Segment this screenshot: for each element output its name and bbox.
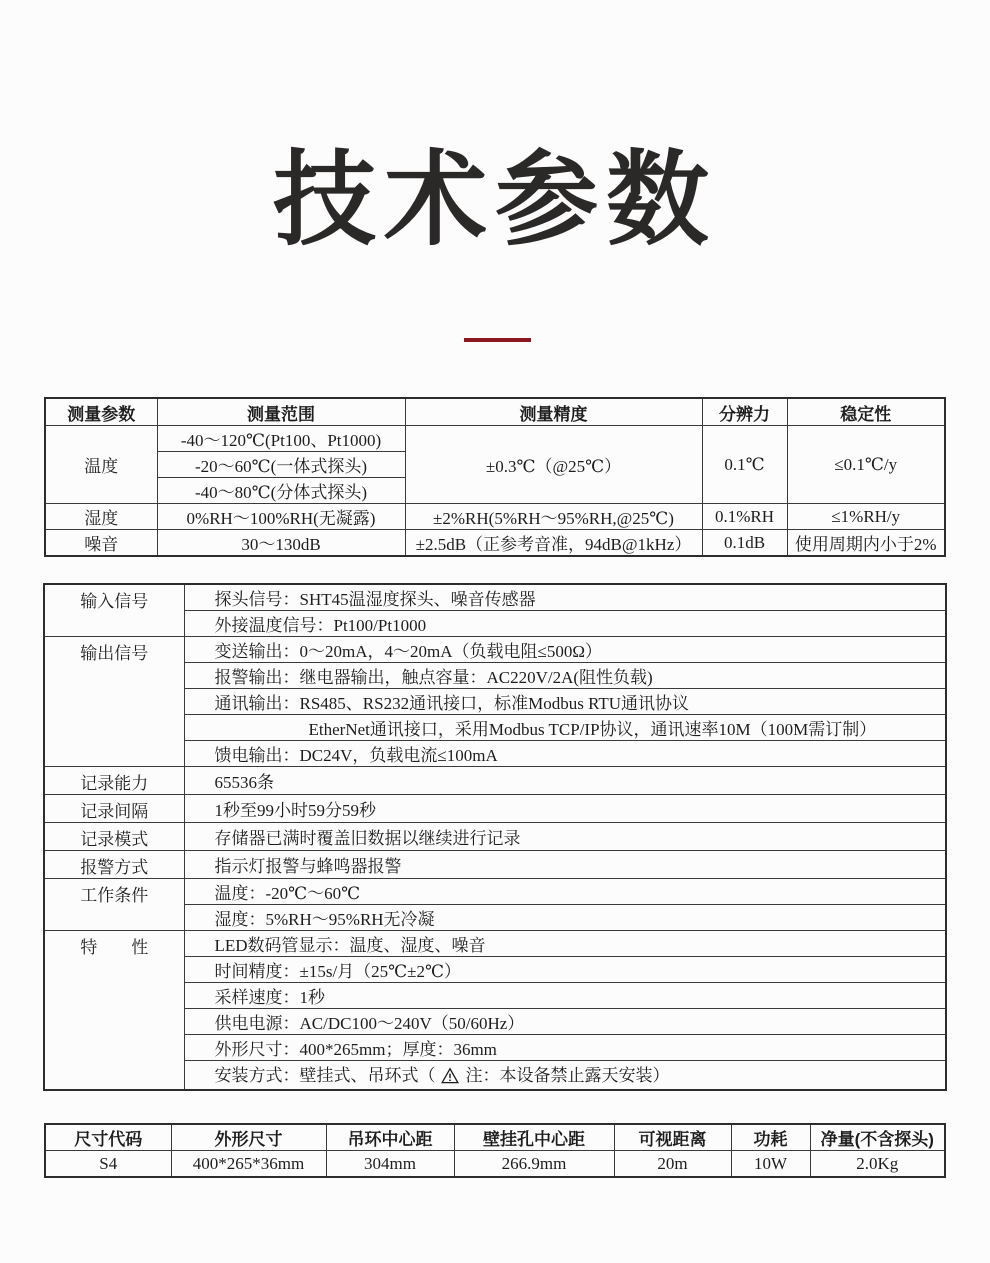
cell-net-weight: 2.0Kg [810, 1151, 945, 1178]
cell-temperature-param: 温度 [45, 426, 157, 504]
cell-temperature-accuracy: ±0.3℃（@25℃） [405, 426, 702, 504]
col-header-range: 测量范围 [157, 398, 405, 426]
table-row [44, 767, 946, 795]
col-header-visible-distance: 可视距离 [614, 1124, 731, 1151]
table-row [45, 1151, 945, 1178]
col-header-outline-size: 外形尺寸 [171, 1124, 326, 1151]
warning-icon [441, 1067, 459, 1089]
col-header-size-code: 尺寸代码 [45, 1124, 171, 1151]
cell-work-humidity: 湿度：5%RH～95%RH无冷凝 [184, 905, 946, 931]
table-row [44, 823, 946, 851]
cell-humidity-resolution: 0.1%RH [702, 504, 787, 530]
cell-noise-resolution: 0.1dB [702, 530, 787, 557]
label-input-signal: 输入信号 [44, 584, 184, 637]
cell-visible-distance: 20m [614, 1151, 731, 1178]
table-row [44, 931, 946, 957]
cell-feature-power: 供电电源：AC/DC100～240V（50/60Hz） [184, 1009, 946, 1035]
cell-alarm-output: 报警输出：继电器输出，触点容量：AC220V/2A(阻性负载) [184, 663, 946, 689]
signal-feature-table [43, 583, 947, 1091]
table-row [44, 851, 946, 879]
cell-alarm-mode: 指示灯报警与蜂鸣器报警 [184, 851, 946, 879]
table-row [44, 637, 946, 663]
col-header-wall-hole-distance: 壁挂孔中心距 [454, 1124, 614, 1151]
cell-noise-accuracy: ±2.5dB（正参考音准，94dB@1kHz） [405, 530, 702, 557]
col-header-power: 功耗 [731, 1124, 810, 1151]
title-underline [464, 338, 531, 342]
label-alarm-mode: 报警方式 [44, 851, 184, 879]
label-record-mode: 记录模式 [44, 823, 184, 851]
table-header-row [45, 1124, 945, 1151]
cell-outline-size: 400*265*36mm [171, 1151, 326, 1178]
cell-wall-hole-distance: 266.9mm [454, 1151, 614, 1178]
cell-external-temp-signal: 外接温度信号：Pt100/Pt1000 [184, 611, 946, 637]
cell-humidity-stability: ≤1%RH/y [787, 504, 945, 530]
label-output-signal: 输出信号 [44, 637, 184, 767]
cell-power: 10W [731, 1151, 810, 1178]
table-header-row [45, 398, 945, 426]
cell-temperature-range-2: -20～60℃(一体式探头) [157, 452, 405, 478]
label-feature: 特 性 [44, 931, 184, 1091]
cell-work-temp: 温度：-20℃～60℃ [184, 879, 946, 905]
cell-size-code: S4 [45, 1151, 171, 1178]
label-work-condition: 工作条件 [44, 879, 184, 931]
col-header-ring-distance: 吊环中心距 [326, 1124, 454, 1151]
cell-humidity-param: 湿度 [45, 504, 157, 530]
cell-noise-param: 噪音 [45, 530, 157, 557]
cell-feature-size: 外形尺寸：400*265mm；厚度：36mm [184, 1035, 946, 1061]
cell-transmit-output: 变送输出：0～20mA，4～20mA（负载电阻≤500Ω） [184, 637, 946, 663]
table-row [45, 426, 945, 452]
col-header-stability: 稳定性 [787, 398, 945, 426]
cell-temperature-resolution: 0.1℃ [702, 426, 787, 504]
cell-feed-output: 馈电输出：DC24V，负载电流≤100mA [184, 741, 946, 767]
cell-noise-stability: 使用周期内小于2% [787, 530, 945, 557]
mounting-text-prefix: 安装方式：壁挂式、吊环式（ [214, 1066, 436, 1085]
table-row [44, 584, 946, 611]
table-row [44, 795, 946, 823]
label-record-interval: 记录间隔 [44, 795, 184, 823]
label-record-capacity: 记录能力 [44, 767, 184, 795]
col-header-param: 测量参数 [45, 398, 157, 426]
dimension-table [44, 1123, 946, 1178]
col-header-net-weight: 净量(不含探头) [810, 1124, 945, 1151]
cell-temperature-range-3: -40～80℃(分体式探头) [157, 478, 405, 504]
table-row [44, 879, 946, 905]
cell-probe-signal: 探头信号：SHT45温湿度探头、噪音传感器 [184, 584, 946, 611]
cell-temperature-range-1: -40～120℃(Pt100、Pt1000) [157, 426, 405, 452]
cell-feature-sample: 采样速度：1秒 [184, 983, 946, 1009]
table-row [45, 504, 945, 530]
cell-humidity-accuracy: ±2%RH(5%RH～95%RH,@25℃) [405, 504, 702, 530]
cell-noise-range: 30～130dB [157, 530, 405, 557]
measurement-spec-table [44, 397, 946, 557]
table-row [45, 530, 945, 557]
cell-feature-mounting [184, 1061, 946, 1091]
cell-comm-output: 通讯输出：RS485、RS232通讯接口，标准Modbus RTU通讯协议 [184, 689, 946, 715]
cell-feature-time: 时间精度：±15s/月（25℃±2℃） [184, 957, 946, 983]
page-title: 技术参数 [273, 142, 717, 257]
cell-record-capacity: 65536条 [184, 767, 946, 795]
mounting-text-suffix: 注：本设备禁止露天安装） [465, 1066, 670, 1085]
cell-humidity-range: 0%RH～100%RH(无凝露) [157, 504, 405, 530]
col-header-accuracy: 测量精度 [405, 398, 702, 426]
cell-feature-led: LED数码管显示：温度、湿度、噪音 [184, 931, 946, 957]
cell-ethernet-output: EtherNet通讯接口，采用Modbus TCP/IP协议，通讯速率10M（100M需订制） [184, 715, 946, 741]
cell-ring-distance: 304mm [326, 1151, 454, 1178]
col-header-resolution: 分辨力 [702, 398, 787, 426]
cell-record-interval: 1秒至99小时59分59秒 [184, 795, 946, 823]
cell-temperature-stability: ≤0.1℃/y [787, 426, 945, 504]
cell-record-mode: 存储器已满时覆盖旧数据以继续进行记录 [184, 823, 946, 851]
